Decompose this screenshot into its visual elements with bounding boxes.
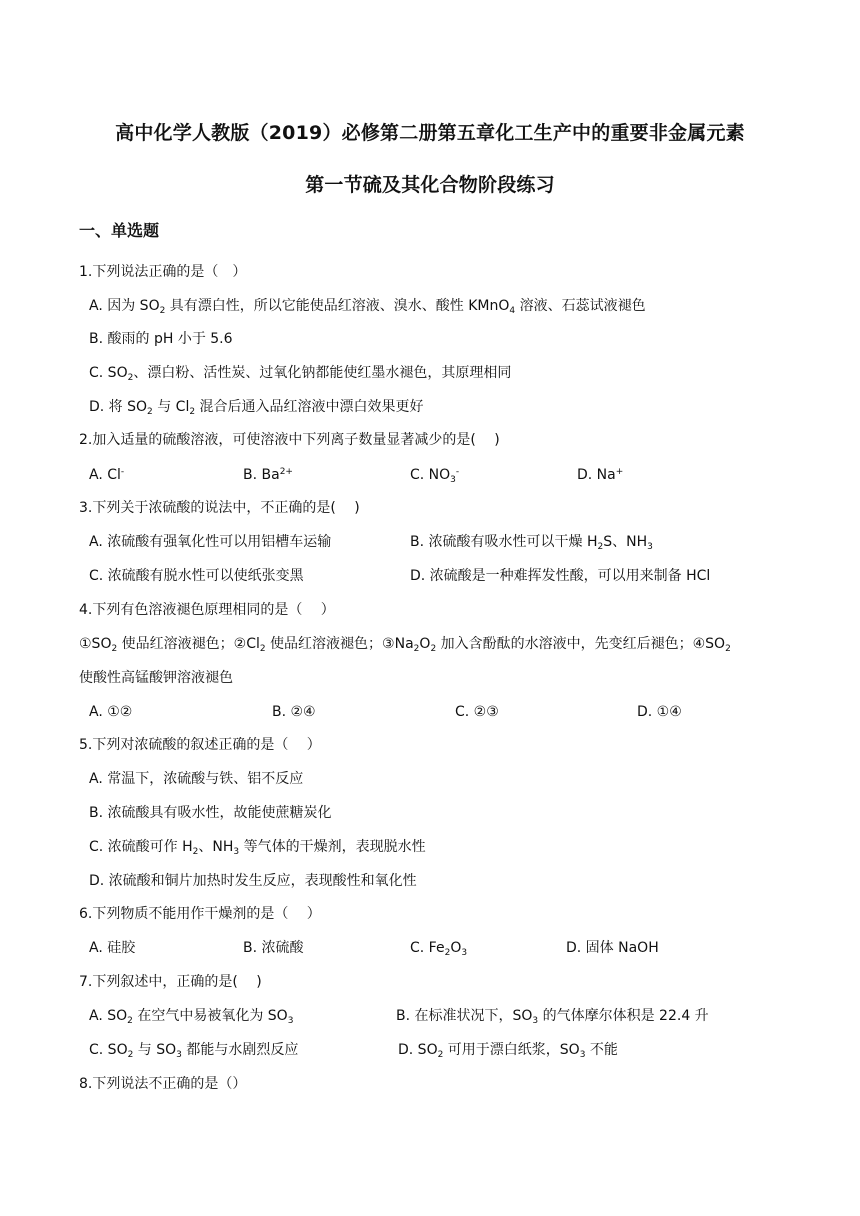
question-6-option-d: D. 固体 NaOH <box>566 940 659 956</box>
doc-subtitle: 第一节硫及其化合物阶段练习 <box>305 174 555 196</box>
question-2-option-a: A. Cl- <box>89 467 125 483</box>
question-6-option-a: A. 硅胶 <box>89 940 136 956</box>
question-1-option-d: D. 将 $SO_2$ 与 $Cl_2$ 混合后通入品红溶液中漂白效果更好 <box>89 399 424 417</box>
question-2-option-b: B. $Ba^{2+}$ <box>243 467 293 483</box>
question-5-option-c: C. 浓硫酸可作 $H_2$、$NH_3$ 等气体的干燥剂，表现脱水性 <box>89 839 426 857</box>
question-7-option-b: B. 在标准状况下，$SO_3$ 的气体摩尔体积是 22.4 升 <box>396 1008 709 1026</box>
question-5-option-b: B. 浓硫酸具有吸水性，故能使蔗糖炭化 <box>89 805 332 821</box>
question-6-stem: 6.下列物质不能用作干燥剂的是（ ） <box>79 906 321 922</box>
question-4-option-c: C. ②③ <box>455 704 499 720</box>
question-4-option-b: B. ②④ <box>272 704 316 720</box>
question-8-stem: 8.下列说法不正确的是（） <box>79 1076 247 1092</box>
question-4-body-line-2: 使酸性高锰酸钾溶液褪色 <box>79 670 233 686</box>
question-4-option-d: D. ①④ <box>637 704 682 720</box>
question-1-option-b: B. 酸雨的 pH 小于 5.6 <box>89 331 233 347</box>
question-4-option-a: A. ①② <box>89 704 133 720</box>
question-5-option-a: A. 常温下，浓硫酸与铁、铝不反应 <box>89 771 304 787</box>
question-1-stem: 1.下列说法正确的是（ ） <box>79 264 247 280</box>
question-1-option-a: A. 因为 $SO_2$ 具有漂白性，所以它能使品红溶液、溴水、酸性 KMnO$_4$ 溶液、石蕊试液褪色 <box>89 298 646 316</box>
question-3-option-c: C. 浓硫酸有脱水性可以使纸张变黑 <box>89 568 304 584</box>
section-heading: 一、单选题 <box>79 221 160 240</box>
question-4-stem: 4.下列有色溶液褪色原理相同的是（ ） <box>79 602 335 618</box>
question-6-option-b: B. 浓硫酸 <box>243 940 304 956</box>
question-1-option-c: C. $SO_2$、漂白粉、活性炭、过氧化钠都能使红墨水褪色，其原理相同 <box>89 365 512 383</box>
question-7-option-c: C. $SO_2$ 与 $SO_3$ 都能与水剧烈反应 <box>89 1042 299 1060</box>
question-2-option-d: D. Na+ <box>577 467 624 483</box>
question-7-option-a: A. $SO_2$ 在空气中易被氧化为 $SO_3$ <box>89 1008 294 1026</box>
question-5-stem: 5.下列对浓硫酸的叙述正确的是（ ） <box>79 737 321 753</box>
question-7-stem: 7.下列叙述中，正确的是( ) <box>79 974 262 990</box>
question-3-option-b: B. 浓硫酸有吸水性可以干燥 $H_2S$、$NH_3$ <box>410 534 653 552</box>
question-3-option-a: A. 浓硫酸有强氧化性可以用铝槽车运输 <box>89 534 332 550</box>
question-3-stem: 3.下列关于浓硫酸的说法中，不正确的是( ) <box>79 500 360 516</box>
question-2-option-c: C. $NO_3^-$ <box>410 467 460 485</box>
question-2-stem: 2.加入适量的硫酸溶液，可使溶液中下列离子数量显著减少的是( ) <box>79 432 500 448</box>
question-4-body-line-1: $①SO_2$ 使品红溶液褪色；$②Cl_2$ 使品红溶液褪色；$③Na_2O_2$ 加入含酚酞的水溶液中，先变红后褪色；$④SO_2$ <box>79 636 731 654</box>
question-6-option-c: C. $Fe_2O_3$ <box>410 940 468 958</box>
doc-title: 高中化学人教版（2019）必修第二册第五章化工生产中的重要非金属元素 <box>115 122 745 144</box>
question-7-option-d: D. $SO_2$ 可用于漂白纸浆，$SO_3$ 不能 <box>398 1042 618 1060</box>
question-3-option-d: D. 浓硫酸是一种难挥发性酸，可以用来制备 HCl <box>410 568 711 584</box>
question-5-option-d: D. 浓硫酸和铜片加热时发生反应，表现酸性和氧化性 <box>89 873 417 889</box>
